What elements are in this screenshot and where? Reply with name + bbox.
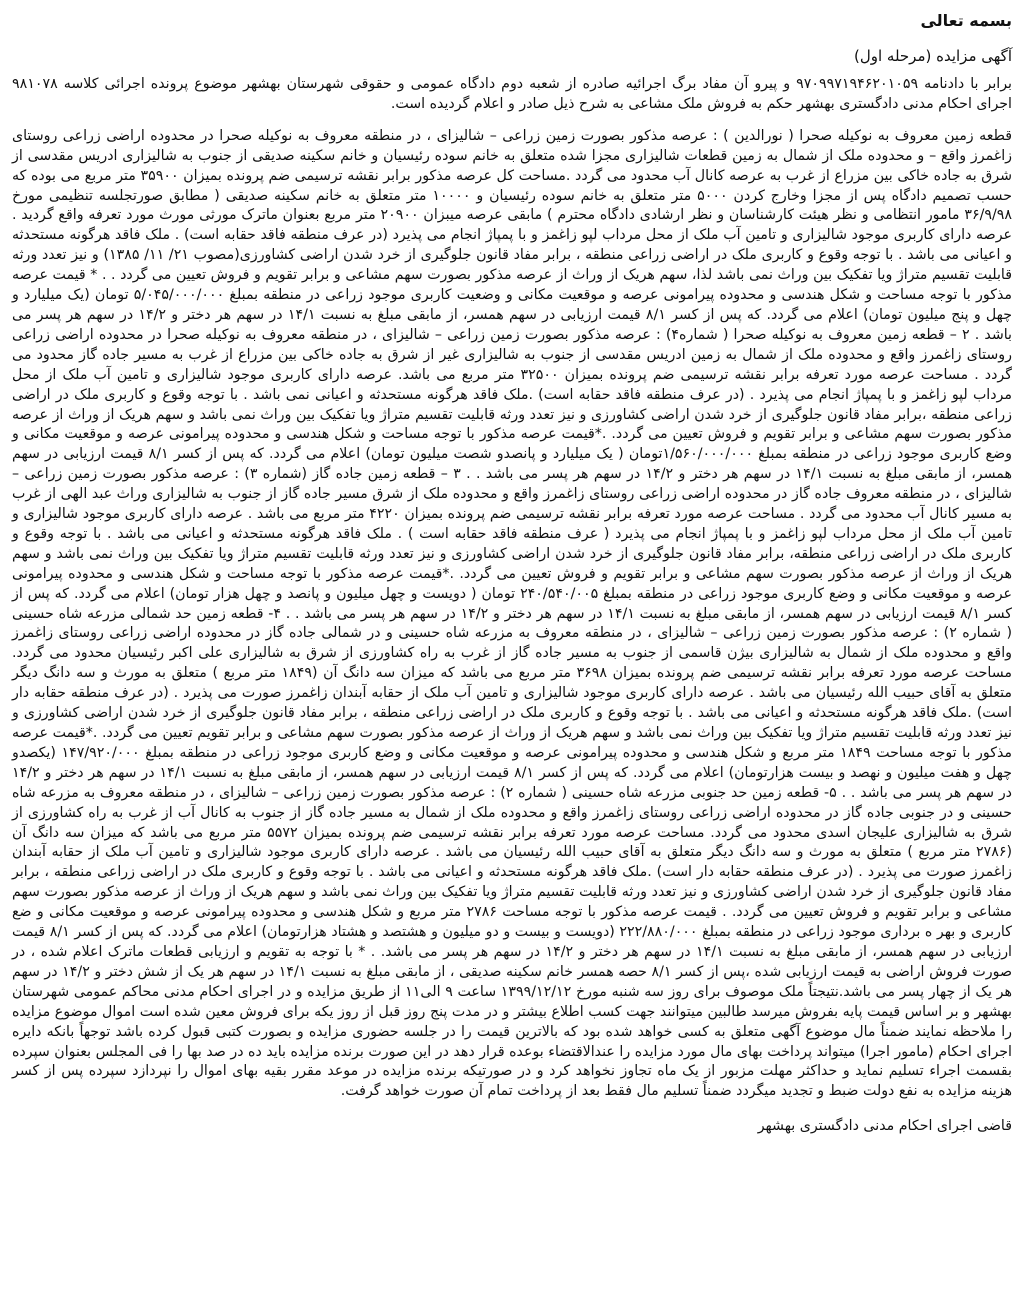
intro-paragraph: برابر با دادنامه ۹۷۰۹۹۷۱۹۴۶۲۰۱۰۵۹ و پیرو آن مفاد برگ اجرائیه صادره از شعبه دوم دادگاه عمومی و حقوقی شهرستان بهشهر موضوع پرونده اجرائی کلاسه ۹۸۱۰۷۸ اجرای احکام مدنی دادگستری بهشهر حکم به فروش ملک مشاعی به شرح ذیل صادر و اعلام گردیده است.	[12, 76, 1012, 112]
body-paragraph: قطعه زمین معروف به نوکیله صحرا ( نورالدین ) : عرصه مذکور بصورت زمین زراعی – شالیزای ، در منطقه معروف به نوکیله صحرا در محدوده اراضی زراعی روستای زاغمرز واقع – و محدوده ملک از شمال به زمین قطعات شالیزاری مجزا شده متعلق به خانم سوده رئیسیان و خانم سکینه صدیقی از جنوب به شالیزاری ادریس مقدسی از شرق به جاده خاکی بین مزراع از غرب به عرصه کانال آب محدود می گردد .مساحت کل عرصه مذکور برابر نقشه ترسیمی ضم پرونده بمیزان ۳۵۹۰۰ متر مربع می بوده که حسب تصمیم دادگاه پس از مجزا وخارج کردن ۵۰۰۰ متر متعلق به خانم سوده رئیسیان و ۱۰۰۰۰ متر متعلق به خانم سکینه صدیقی ( مطابق صورتجلسه تنظیمی مورخ ۳۶/۹/۹۸ مامور انتظامی و نظر هیئت کارشناسان و نظر ارشادی دادگاه محترم ) مابقی عرصه میبزان ۲۰۹۰۰ متر مربع بعنوان ماترک مورثی مورث مورد تعرفه واقع گردید . عرصه دارای کاربری موجود شالیزاری و تامین آب ملک از محل مرداب لپو زاغمز و با پمپاژ انجام می پذیرد (در عرف منطقه فاقد حقابه است) . ملک فاقد هرگونه مستحدثه و اعیانی می باشد . با توجه وقوع و کاربری ملک در اراضی زراعی منطقه ، برابر مفاد قانون جلوگیری از خرد شدن اراضی کشاورزی(مصوب ۲۱/ ۱۱/ ۱۳۸۵) و نیز تعدد ورثه قابلیت تقسیم متراژ ویا تفکیک بین وراث نمی باشد لذا، سهم هریک از وراث از عرصه مذکور بصورت سهم مشاعی و برابر تقویم و فروش تعیین می گردد . . * قیمت عرصه مذکور با توجه مساحت و شکل هندسی و محدوده پیرامونی عرصه و موقعیت مکانی و وضعیت کاربری موجود زراعی در منطقه بمبلغ ۵/۰۴۵/۰۰۰/۰۰۰ تومان (یک میلیارد و چهل و پنج میلیون تومان) اعلام می گردد. که پس از کسر ۸/۱ قیمت ارزیابی در سهم همسر، از مابقی مبلغ به نسبت ۱۴/۱ در سهم هر دختر و ۱۴/۲ در سهم هر پسر می باشد . ۲ – قطعه زمین معروف به نوکیله صحرا ( شماره۴) : عرصه مذکور بصورت زمین زراعی – شالیزای ، در منطقه معروف به نوکیله صحرا در محدوده اراضی زراعی روستای زاغمرز واقع و محدوده ملک از شمال به زمین ادریس مقدسی از جنوب به شالیزاری غیر از شرق به جاده خاکی بین مزراع از غرب به مسیر جاده گاز محدود می گردد . مساحت عرصه مورد تعرفه برابر نقشه ترسیمی ضم پرونده بمیزان ۳۲۵۰۰ متر مربع می باشد. عرصه دارای کاربری موجود شالیزاری و تامین آب ملک از محل مرداب لپو زاغمز و با پمپاژ انجام می پذیرد . (در عرف منطقه فاقد حقابه است) .ملک فاقد هرگونه مستحدثه و اعیانی نمی باشد . با توجه وقوع و کاربری ملک در اراضی زراعی منطقه ،برابر مفاد قانون جلوگیری از خرد شدن اراضی کشاورزی و نیز تعدد ورثه قابلیت تقسیم متراژ ویا تفکیک بین وراث نمی باشد و سهم هریک از وراث از عرصه مذکور بصورت سهم مشاعی و برابر تقویم و فروش تعیین می گردد. .*قیمت عرصه مذکور با توجه مساحت و شکل هندسی و محدوده پیرامونی عرصه و موقعیت مکانی و وضع کاربری موجود زراعی در منطقه بمبلغ ۱/۵۶۰/۰۰۰/۰۰۰تومان ( یک میلیارد و پانصدو شصت میلیون تومان) اعلام می گردد. که پس از کسر ۸/۱ قیمت ارزیابی در سهم همسر، از مابقی مبلغ به نسبت ۱۴/۱ در سهم هر دختر و ۱۴/۲ در سهم هر پسر می باشد . . ۳ – قطعه زمین جاده گاز (شماره ۳) : عرصه مذکور بصورت زمین زراعی – شالیزای ، در منطقه معروف جاده گاز در محدوده اراضی زراعی روستای زاغمرز واقع و محدوده ملک از شرق مسیر جاده گاز از جنوب به شالیزاری وراث عبد الهی از غرب به مسیر کانال آب محدود می گردد . مساحت عرصه مورد تعرفه برابر نقشه ترسیمی ضم پرونده بمیزان ۴۲۲۰ متر مربع می باشد . عرصه دارای کاربری موجود شالیزاری و تامین آب ملک از محل مرداب لپو زاغمز و با پمپاژ انجام می پذیرد ( عرف منطقه فاقد حقابه است ) . ملک فاقد هرگونه مستحدثه و اعیانی می باشد . با توجه وقوع و کاربری ملک در اراضی زراعی منطقه، برابر مفاد قانون جلوگیری از خرد شدن اراضی کشاورزی و نیز تعدد ورثه قابلیت تقسیم متراژ ویا تفکیک بین وراث نمی باشد و سهم هریک از وراث از عرصه مذکور بصورت سهم مشاعی و برابر تقویم و فروش تعیین می گردد. .*قیمت عرصه مذکور با توجه مساحت و شکل هندسی و محدوده پیرامونی عرصه و موقعیت مکانی و وضع کاربری موجود زراعی در منطقه بمبلغ ۲۴۰/۵۴۰/۰۰۵ تومان ( دویست و چهل میلیون و پانصد و چهل هزار تومان) اعلام می گردد. که پس از کسر ۸/۱ قیمت ارزیابی در سهم همسر، از مابقی مبلغ به نسبت ۱۴/۱ در سهم هر دختر و ۱۴/۲ در سهم هر پسر می باشد . . ۴- قطعه زمین حد شمالی مزرعه شاه حسینی ( شماره ۲) : عرصه مذکور بصورت زمین زراعی – شالیزای ، در منطقه معروف به مزرعه شاه حسینی و در شمالی جاده گاز در محدوده اراضی زراعی روستای زاغمرز واقع و محدوده ملک از شمال به شالیزاری بیژن قاسمی از جنوب به مسیر جاده گاز از غرب به راه کشاورزی از شرق به شالیزاری علی اکبر رئیسیان محدود می گردد. مساحت عرصه مورد تعرفه برابر نقشه ترسیمی ضم پرونده بمیزان ۳۶۹۸ متر مربع می باشد که میزان سه دانگ آن (۱۸۴۹ متر مربع ) متعلق به مورث و سه دانگ دیگر متعلق به آقای حبیب الله رئیسیان می باشد . عرصه دارای کاربری موجود شالیزاری و تامین آب ملک از حقابه آبندان زاغمرز صورت می پذیرد . (در عرف منطقه حقابه دار است) .ملک فاقد هرگونه مستحدثه و اعیانی می باشد . با توجه وقوع و کاربری ملک در اراضی زراعی منطقه ، برابر مفاد قانون جلوگیری از خرد شدن اراضی کشاورزی و نیز تعدد ورثه قابلیت تقسیم متراژ ویا تفکیک بین وراث نمی باشد و سهم هریک از وراث از عرصه مذکور بصورت سهم مشاعی و برابر تقویم تعیین می گردد. .*قیمت عرصه مذکور با توجه مساحت ۱۸۴۹ متر مربع و شکل هندسی و محدوده پیرامونی عرصه و موقعیت مکانی و وضع کاربری موجود زراعی در منطقه بمبلغ ۱۴۷/۹۲۰/۰۰۰ (یکصدو چهل و هفت میلیون و نهصد و بیست هزارتومان) اعلام می گردد. که پس از کسر ۸/۱ قیمت ارزیابی در سهم همسر، از مابقی مبلغ به نسبت ۱۴/۱ در سهم هر دختر و ۱۴/۲ در سهم هر پسر می باشد . . ۵- قطعه زمین حد جنوبی مزرعه شاه حسینی ( شماره ۲) : عرصه مذکور بصورت زمین زراعی – شالیزای ، در منطقه معروف به مزرعه شاه حسینی و در جنوبی جاده گاز در محدوده اراضی زراعی روستای زاغمرز واقع و محدوده ملک از شمال به مسیر جاده گاز از جنوب به کانال آب از غرب به راه کشاورزی از شرق به شالیزاری علیجان اسدی محدود می گردد. مساحت عرصه مورد تعرفه برابر نقشه ترسیمی ضم پرونده بمیزان ۵۵۷۲ متر مربع می باشد که میزان سه دانگ آن (۲۷۸۶ متر مربع ) متعلق به مورث و سه دانگ دیگر متعلق به آقای حبیب الله رئیسیان می باشد . عرصه دارای کاربری موجود شالیزاری و تامین آب ملک از حقابه آبندان زاغمرز صورت می پذیرد . (در عرف منطقه حقابه دار است) .ملک فاقد هرگونه مستحدثه و اعیانی می باشد . با توجه وقوع و کاربری ملک در اراضی زراعی منطقه ، برابر مفاد قانون جلوگیری از خرد شدن اراضی کشاورزی و نیز تعدد ورثه قابلیت تقسیم متراژ ویا تفکیک بین وراث نمی باشد و سهم هریک از وراث از عرصه مذکور بصورت سهم مشاعی و برابر تقویم و فروش تعیین می گردد. . قیمت عرصه مذکور با توجه مساحت ۲۷۸۶ متر مربع و شکل هندسی و محدوده پیرامونی عرصه و موقعیت مکانی و ضع کاربری و بهر ه برداری موجود زراعی در منطقه بمبلغ ۲۲۲/۸۸۰/۰۰۰ (دویست و بیست و دو میلیون و هشتصد و هشتاد هزارتومان) اعلام می گردد. که پس از کسر ۸/۱ قیمت ارزیابی در سهم همسر، از مابقی مبلغ به نسبت ۱۴/۱ در سهم هر دختر و ۱۴/۲ در سهم هر پسر می باشد. . * با توجه به تقویم و ارزیابی قطعات ماترک اعلام شده ، در صورت فروش اراضی به قیمت ارزیابی شده ،پس از کسر ۸/۱ حصه همسر خانم سکینه صدیقی ، از مابقی مبلغ به نسبت ۱۴/۱ در سهم هر یک از شش دختر و ۱۴/۲ در سهم هر یک از چهار پسر می باشد.نتیجتاً ملک موصوف برای روز سه شنبه مورخ ۱۳۹۹/۱۲/۱۲ ساعت ۹ الی۱۱ از طریق مزایده و در اجرای احکام مدنی محاکم عمومی شهرستان بهشهر و بر اساس قیمت پایه بفروش میرسد طالبین میتوانند جهت کسب اطلاع بیشتر و در مدت پنج روز قبل از روز یکه برای فروش معین شده است اموال موضوع مزایده را ملاحظه نمایند ضمناً مال موضوع آگهی متعلق به کسی خواهد شده بود که بالاترین قیمت را در جلسه حضوری مزایده و بصورت کتبی قبول کرده باشد توجهاً بانکه دایره اجرای احکام (مامور اجرا) میتواند پرداخت بهای مال مورد مزایده را عندالاقتضاء بوعده قرار دهد در این صورت برنده مزایده باید ده در صد بها را فی المجلس بعنوان سپرده بقسمت اجراء تسلیم نماید و حداکثر مهلت مزبور از یک ماه تجاوز نخواهد کرد و در صورتیکه برنده مزایده در موعد مقرر بقیه بهای اموال را نپردازد سپرده پس از کسر هزینه مزایده به نفع دولت ضبط و تجدید میگردد ضمناً تسلیم مال فقط بعد از پرداخت تمام آن صورت خواهد گرفت.	[12, 127, 1013, 1100]
signature-line: قاضی اجرای احکام مدنی دادگستری بهشهر	[757, 1118, 1012, 1135]
notice-title: آگهی مزایده (مرحله اول)	[853, 47, 1012, 65]
basmala-heading: بسمه تعالی	[920, 11, 1012, 30]
